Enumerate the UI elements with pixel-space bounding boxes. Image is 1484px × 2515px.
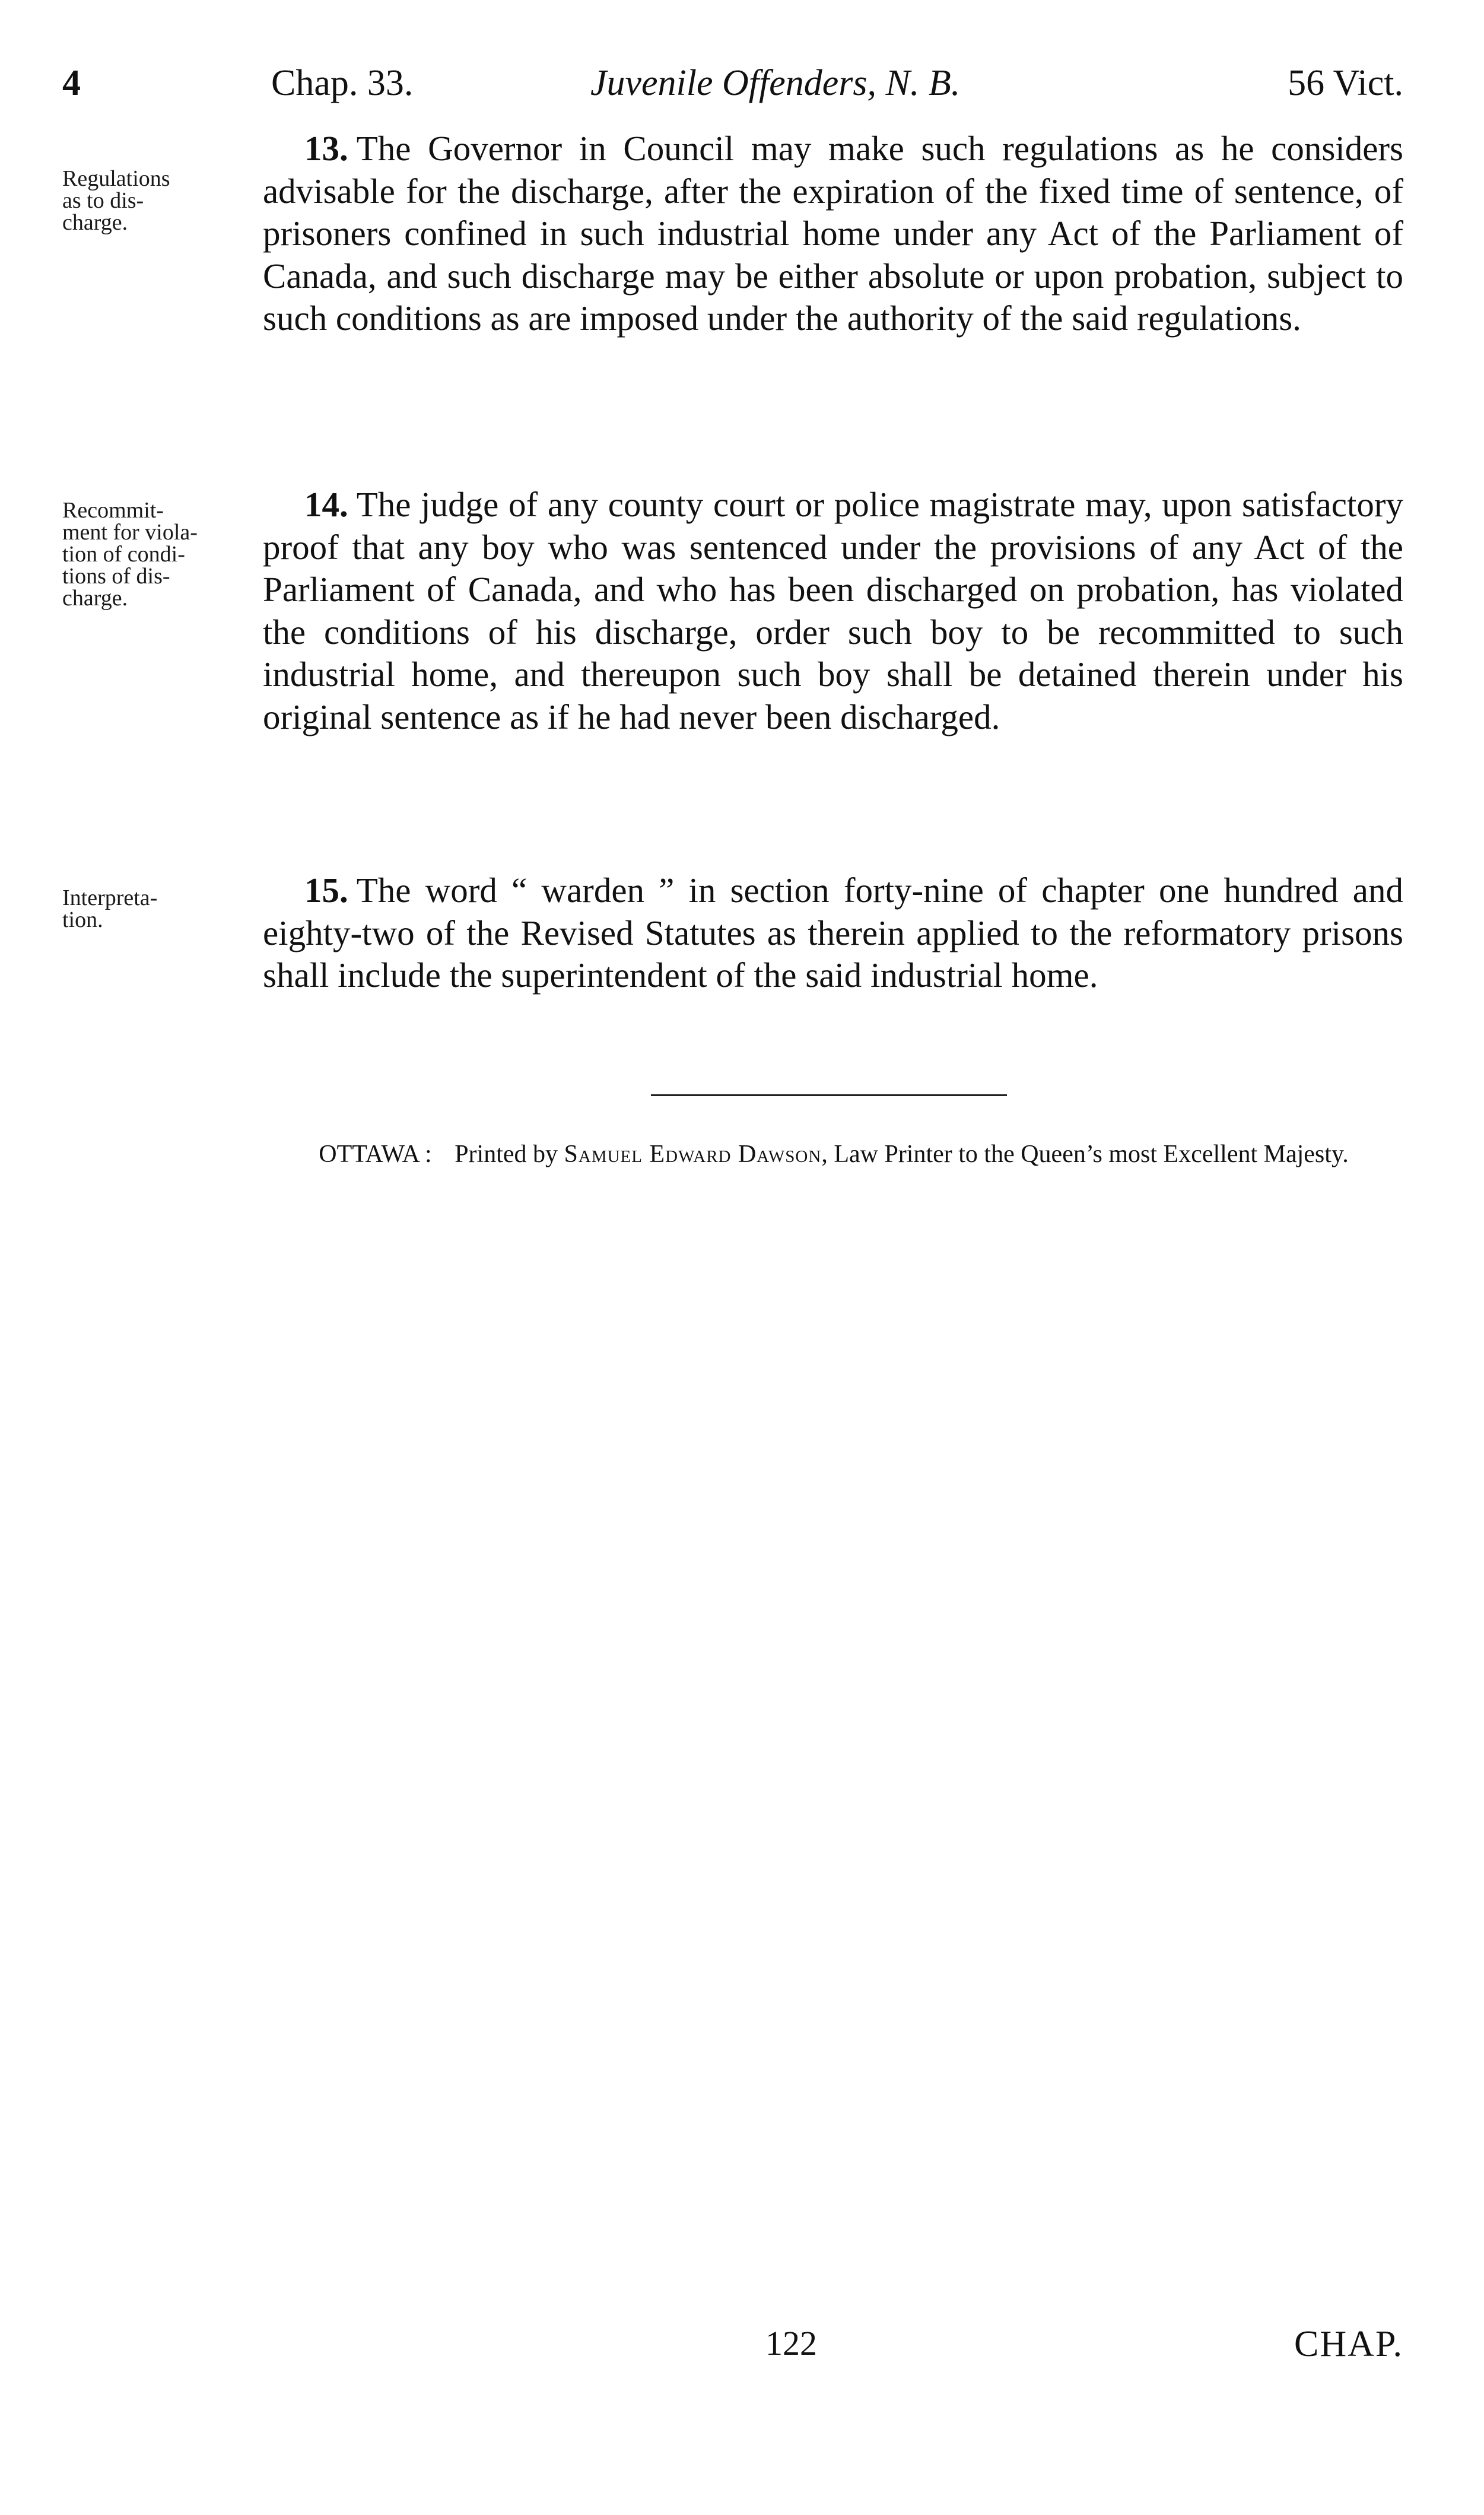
section-text: The judge of any county court or police magistrate may, upon satisfactory proof that any boy who was sentenced under the provisions of any Act of the Parliament of Canada, and who has been discharged on probation, has violated the conditions of his discharge, order such boy to be recommitted to such industrial home, and thereupon such boy shall be detained therein under his original sentence as if he had never been discharged. — [263, 485, 1403, 736]
header-title: Juvenile Offenders, N. B. — [590, 63, 961, 103]
section-number: 15. — [304, 871, 348, 910]
section-number: 13. — [304, 129, 348, 168]
running-header — [62, 62, 1403, 116]
header-chapter: Chap. 33. — [271, 63, 414, 103]
footer-page-number: 122 — [765, 2324, 817, 2362]
section-paragraph — [263, 484, 1403, 738]
section-paragraph — [263, 869, 1403, 997]
margin-note: Interpreta- tion. — [62, 885, 158, 932]
catchword: CHAP. — [1294, 2324, 1403, 2364]
imprint-printed-by: Printed by — [455, 1141, 558, 1168]
section-paragraph — [263, 128, 1403, 340]
section-number: 14. — [304, 485, 348, 524]
header-page-number: 4 — [62, 63, 81, 103]
imprint-place: OTTAWA : — [319, 1141, 432, 1168]
printer-imprint — [279, 1141, 1388, 1168]
imprint-rest: , Law Printer to the Queen’s most Excellent Majesty. — [821, 1141, 1349, 1168]
section-text: The Governor in Council may make such regulations as he considers advisable for the discharge, after the expiration of the fixed time of sentence, of prisoners confined in such industrial home under any Act of the Parliament of Canada, and such discharge may be either absolute or upon probation, subject to such conditions as are imposed under the authority of the said regulations. — [263, 129, 1403, 338]
section-text: The word “ warden ” in section forty-nine of chapter one hundred and eighty-two of the Revised Statutes as therein applied to the reformatory prisons shall include the superintendent of the said industrial home. — [263, 871, 1403, 995]
header-regnal-year: 56 Vict. — [1288, 63, 1403, 103]
margin-note: Regulations as to dis- charge. — [62, 166, 170, 235]
margin-note: Recommit- ment for viola- tion of condi- tions of dis- charge. — [62, 498, 198, 611]
imprint-printer: Samuel Edward Dawson — [564, 1141, 822, 1168]
separator-rule — [651, 1094, 1007, 1096]
